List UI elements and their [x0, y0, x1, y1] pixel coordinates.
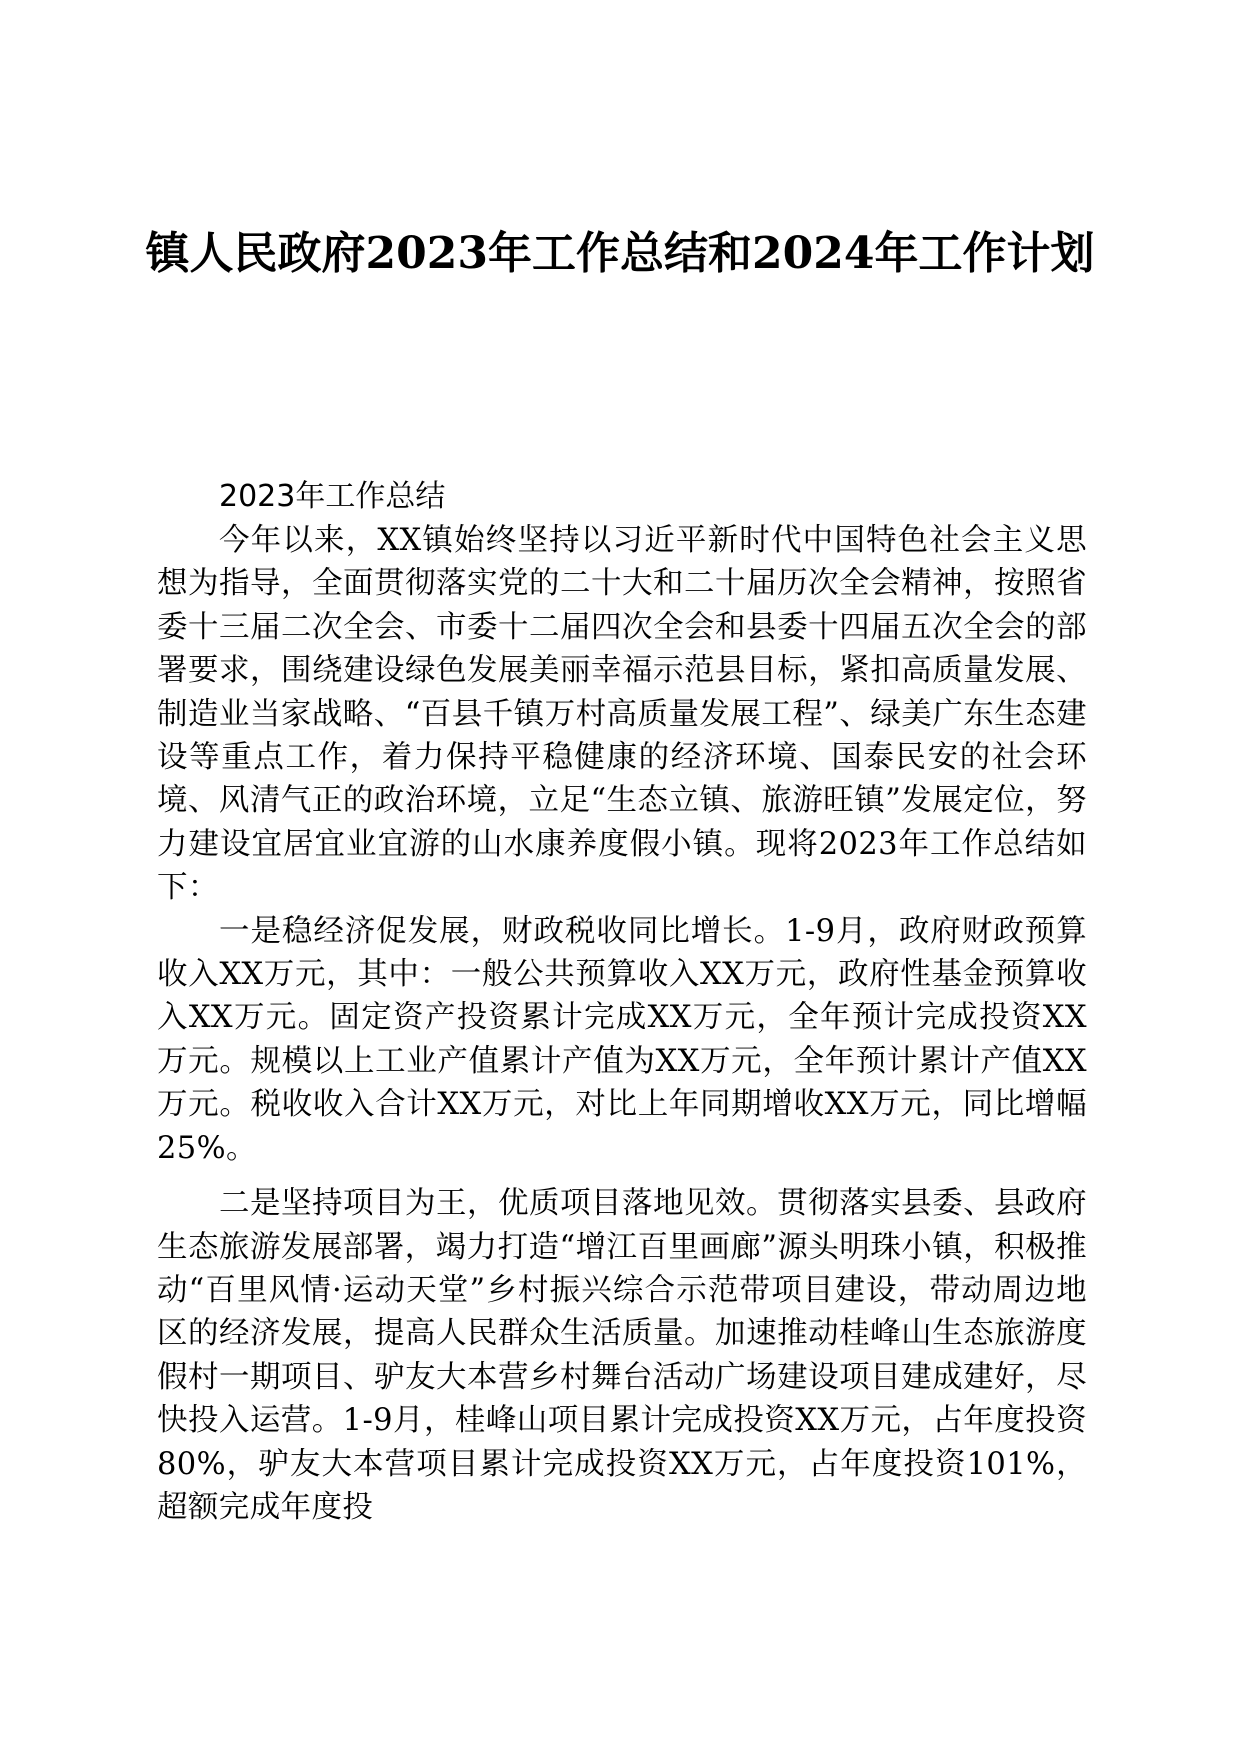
paragraph-economy: 一是稳经济促发展，财政税收同比增长。1-9月，政府财政预算收入XX万元，其中：一般公共预算收入XX万元，政府性基金预算收入XX万元。固定资产投资累计完成XX万元，全年预计完成投资XX万元。规模以上工业产值累计产值为XX万元，全年预计累计产值XX万元。税收收入合计XX万元，对比上年同期增收XX万元，同比增幅25%。: [157, 913, 1087, 1166]
paragraph-intro: 今年以来，XX镇始终坚持以习近平新时代中国特色社会主义思想为指导，全面贯彻落实党的二十大和二十届历次全会精神，按照省委十三届二次全会、市委十二届四次全会和县委十四届五次全会的部署要求，围绕建设绿色发展美丽幸福示范县目标，紧扣高质量发展、制造业当家战略、“百县千镇万村高质量发展工程”、绿美广东生态建设等重点工作，着力保持平稳健康的经济环境、国泰民安的社会环境、风清气正的政治环境，立足“生态立镇、旅游旺镇”发展定位，努力建设宜居宜业宜游的山水康养度假小镇。现将2023年工作总结如下：: [157, 523, 1087, 906]
document-title: 镇人民政府2023年工作总结和2024年工作计划: [145, 228, 1095, 279]
document-body: [157, 475, 1087, 1529]
paragraph-projects: 二是坚持项目为王，优质项目落地见效。贯彻落实县委、县政府生态旅游发展部署，竭力打造“增江百里画廊”源头明珠小镇，积极推动“百里风情·运动天堂”乡村振兴综合示范带项目建设，带动周边地区的经济发展，提高人民群众生活质量。加速推动桂峰山生态旅游度假村一期项目、驴友大本营乡村舞台活动广场建设项目建成建好，尽快投入运营。1-9月，桂峰山项目累计完成投资XX万元，占年度投资80%，驴友大本营项目累计完成投资XX万元，占年度投资101%，超额完成年度投: [157, 1186, 1087, 1525]
section-heading: 2023年工作总结: [219, 479, 446, 514]
